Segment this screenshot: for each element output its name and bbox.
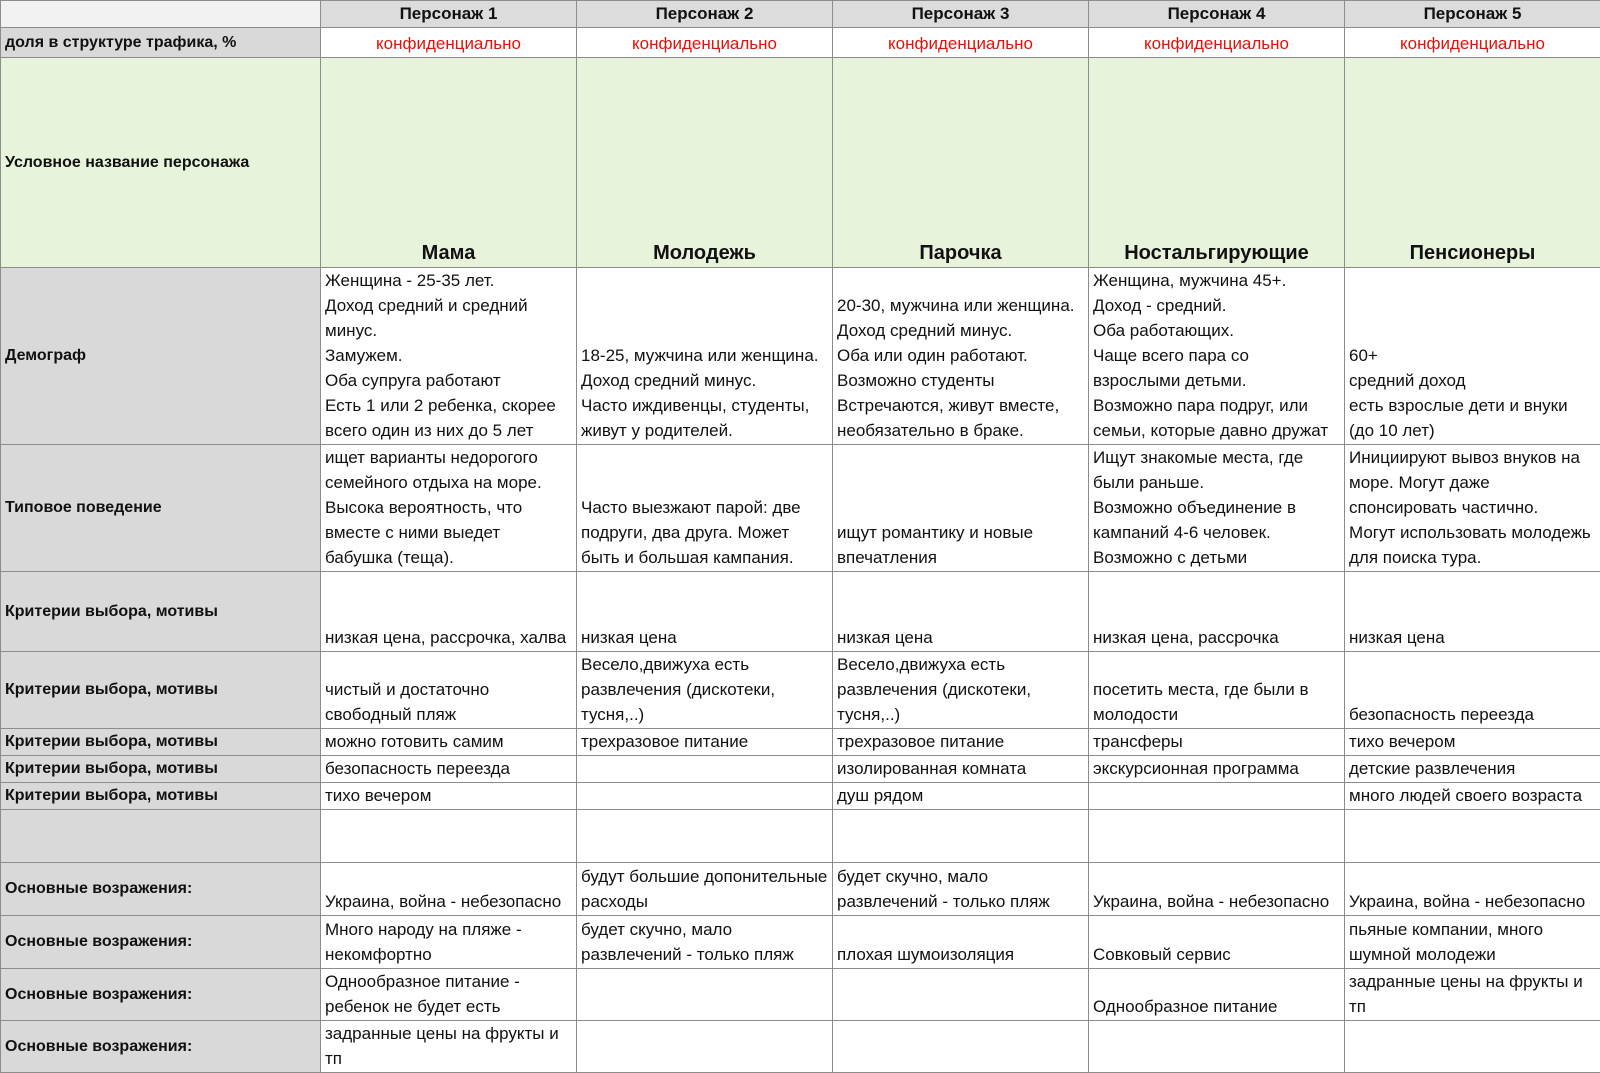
- table-cell[interactable]: низкая цена: [1345, 572, 1600, 652]
- table-cell[interactable]: [1089, 1021, 1345, 1073]
- table-cell[interactable]: Женщина, мужчина 45+. Доход - средний. Оба работающих. Чаще всего пара со взрослыми детьми. Возможно пара подруг, или семьи, которые давно дружат: [1089, 268, 1345, 445]
- table-cell[interactable]: [321, 810, 577, 863]
- table-cell[interactable]: Пенсионеры: [1345, 58, 1600, 268]
- table-cell[interactable]: конфиденциально: [321, 28, 577, 58]
- table-cell[interactable]: тихо вечером: [321, 783, 577, 810]
- table-cell[interactable]: безопасность переезда: [321, 756, 577, 783]
- table-cell[interactable]: низкая цена: [833, 572, 1089, 652]
- row-label[interactable]: Критерии выбора, мотивы: [1, 729, 321, 756]
- table-cell[interactable]: Инициируют вывоз внуков на море. Могут даже спонсировать частично. Могут использовать молодежь для поиска тура.: [1345, 445, 1600, 572]
- row-label[interactable]: Основные возражения:: [1, 863, 321, 916]
- table-row: [1, 652, 1600, 729]
- table-cell[interactable]: [833, 810, 1089, 863]
- table-cell[interactable]: задранные цены на фрукты и тп: [1345, 969, 1600, 1021]
- table-cell[interactable]: [577, 756, 833, 783]
- table-cell[interactable]: [1345, 810, 1600, 863]
- table-row: [1, 268, 1600, 445]
- table-row: [1, 810, 1600, 863]
- table-cell[interactable]: Молодежь: [577, 58, 833, 268]
- row-label[interactable]: Условное название персонажа: [1, 58, 321, 268]
- table-cell[interactable]: можно готовить самим: [321, 729, 577, 756]
- corner-cell[interactable]: [1, 1, 321, 28]
- table-row: [1, 863, 1600, 916]
- table-row: [1, 572, 1600, 652]
- table-cell[interactable]: будут большие допонительные расходы: [577, 863, 833, 916]
- persona-header-1[interactable]: Персонаж 1: [321, 1, 577, 28]
- table-row: [1, 729, 1600, 756]
- row-label[interactable]: Основные возражения:: [1, 969, 321, 1021]
- persona-header-5[interactable]: Персонаж 5: [1345, 1, 1600, 28]
- table-cell[interactable]: Украина, война - небезопасно: [321, 863, 577, 916]
- table-row: [1, 756, 1600, 783]
- row-label[interactable]: Критерии выбора, мотивы: [1, 756, 321, 783]
- table-cell[interactable]: Парочка: [833, 58, 1089, 268]
- row-label[interactable]: Основные возражения:: [1, 916, 321, 969]
- table-row: [1, 1021, 1600, 1073]
- table-cell[interactable]: [833, 1021, 1089, 1073]
- table-cell[interactable]: Однообразное питание: [1089, 969, 1345, 1021]
- table-cell[interactable]: пьяные компании, много шумной молодежи: [1345, 916, 1600, 969]
- table-cell[interactable]: плохая шумоизоляция: [833, 916, 1089, 969]
- table-row: [1, 58, 1600, 268]
- row-label[interactable]: Критерии выбора, мотивы: [1, 572, 321, 652]
- row-label[interactable]: [1, 810, 321, 863]
- table-cell[interactable]: конфиденциально: [1089, 28, 1345, 58]
- table-cell[interactable]: Ностальгирующие: [1089, 58, 1345, 268]
- table-cell[interactable]: Совковый сервис: [1089, 916, 1345, 969]
- table-row: [1, 445, 1600, 572]
- table-cell[interactable]: ищут романтику и новые впечатления: [833, 445, 1089, 572]
- row-label[interactable]: Демограф: [1, 268, 321, 445]
- row-label[interactable]: Основные возражения:: [1, 1021, 321, 1073]
- table-cell[interactable]: [1345, 1021, 1600, 1073]
- table-cell[interactable]: [577, 1021, 833, 1073]
- table-cell[interactable]: задранные цены на фрукты и тп: [321, 1021, 577, 1073]
- table-cell[interactable]: Украина, война - небезопасно: [1089, 863, 1345, 916]
- table-cell[interactable]: низкая цена, рассрочка: [1089, 572, 1345, 652]
- table-cell[interactable]: конфиденциально: [833, 28, 1089, 58]
- table-cell[interactable]: Часто выезжают парой: две подруги, два друга. Может быть и большая кампания.: [577, 445, 833, 572]
- table-cell[interactable]: ищет варианты недорогого семейного отдыха на море. Высока вероятность, что вместе с ними выедет бабушка (теща).: [321, 445, 577, 572]
- table-cell[interactable]: трехразовое питание: [577, 729, 833, 756]
- table-cell[interactable]: [1089, 783, 1345, 810]
- table-cell[interactable]: 20-30, мужчина или женщина. Доход средний минус. Оба или один работают. Возможно студенты Встречаются, живут вместе, необязательно в браке.: [833, 268, 1089, 445]
- table-cell[interactable]: будет скучно, мало развлечений - только пляж: [577, 916, 833, 969]
- table-cell[interactable]: детские развлечения: [1345, 756, 1600, 783]
- row-label[interactable]: Типовое поведение: [1, 445, 321, 572]
- table-cell[interactable]: [577, 783, 833, 810]
- persona-header-2[interactable]: Персонаж 2: [577, 1, 833, 28]
- table-cell[interactable]: [577, 969, 833, 1021]
- table-cell[interactable]: Украина, война - небезопасно: [1345, 863, 1600, 916]
- table-cell[interactable]: Ищут знакомые места, где были раньше. Возможно объединение в кампаний 4-6 человек. Возможно с детьми: [1089, 445, 1345, 572]
- table-cell[interactable]: Весело,движуха есть развлечения (дискотеки, тусня,..): [833, 652, 1089, 729]
- table-cell[interactable]: низкая цена, рассрочка, халва: [321, 572, 577, 652]
- table-cell[interactable]: будет скучно, мало развлечений - только пляж: [833, 863, 1089, 916]
- table-row: [1, 783, 1600, 810]
- table-row: [1, 916, 1600, 969]
- row-label[interactable]: Критерии выбора, мотивы: [1, 652, 321, 729]
- table-row: [1, 28, 1600, 58]
- table-cell[interactable]: [833, 969, 1089, 1021]
- table-cell[interactable]: 60+ средний доход есть взрослые дети и внуки (до 10 лет): [1345, 268, 1600, 445]
- table-cell[interactable]: Женщина - 25-35 лет. Доход средний и средний минус. Замужем. Оба супруга работают Есть 1 или 2 ребенка, скорее всего один из них до 5 лет: [321, 268, 577, 445]
- table-cell[interactable]: изолированная комната: [833, 756, 1089, 783]
- table-cell[interactable]: 18-25, мужчина или женщина. Доход средний минус. Часто иждивенцы, студенты, живут у родителей.: [577, 268, 833, 445]
- table-cell[interactable]: Однообразное питание - ребенок не будет есть: [321, 969, 577, 1021]
- table-cell[interactable]: конфиденциально: [1345, 28, 1600, 58]
- table-row: [1, 969, 1600, 1021]
- table-cell[interactable]: много людей своего возраста: [1345, 783, 1600, 810]
- table-cell[interactable]: Весело,движуха есть развлечения (дискотеки, тусня,..): [577, 652, 833, 729]
- table-cell[interactable]: трансферы: [1089, 729, 1345, 756]
- table-cell[interactable]: Мама: [321, 58, 577, 268]
- table-cell[interactable]: чистый и достаточно свободный пляж: [321, 652, 577, 729]
- table-cell[interactable]: Много народу на пляже - некомфортно: [321, 916, 577, 969]
- persona-table-body: [1, 1, 1600, 1073]
- row-label[interactable]: доля в структуре трафика, %: [1, 28, 321, 58]
- table-cell[interactable]: [577, 810, 833, 863]
- table-cell[interactable]: конфиденциально: [577, 28, 833, 58]
- header-row: [1, 1, 1600, 28]
- table-cell[interactable]: безопасность переезда: [1345, 652, 1600, 729]
- persona-header-3[interactable]: Персонаж 3: [833, 1, 1089, 28]
- row-label[interactable]: Критерии выбора, мотивы: [1, 783, 321, 810]
- table-cell[interactable]: низкая цена: [577, 572, 833, 652]
- table-cell[interactable]: посетить места, где были в молодости: [1089, 652, 1345, 729]
- table-cell[interactable]: тихо вечером: [1345, 729, 1600, 756]
- table-cell[interactable]: экскурсионная программа: [1089, 756, 1345, 783]
- table-cell[interactable]: [1089, 810, 1345, 863]
- persona-header-4[interactable]: Персонаж 4: [1089, 1, 1345, 28]
- table-cell[interactable]: душ рядом: [833, 783, 1089, 810]
- table-cell[interactable]: трехразовое питание: [833, 729, 1089, 756]
